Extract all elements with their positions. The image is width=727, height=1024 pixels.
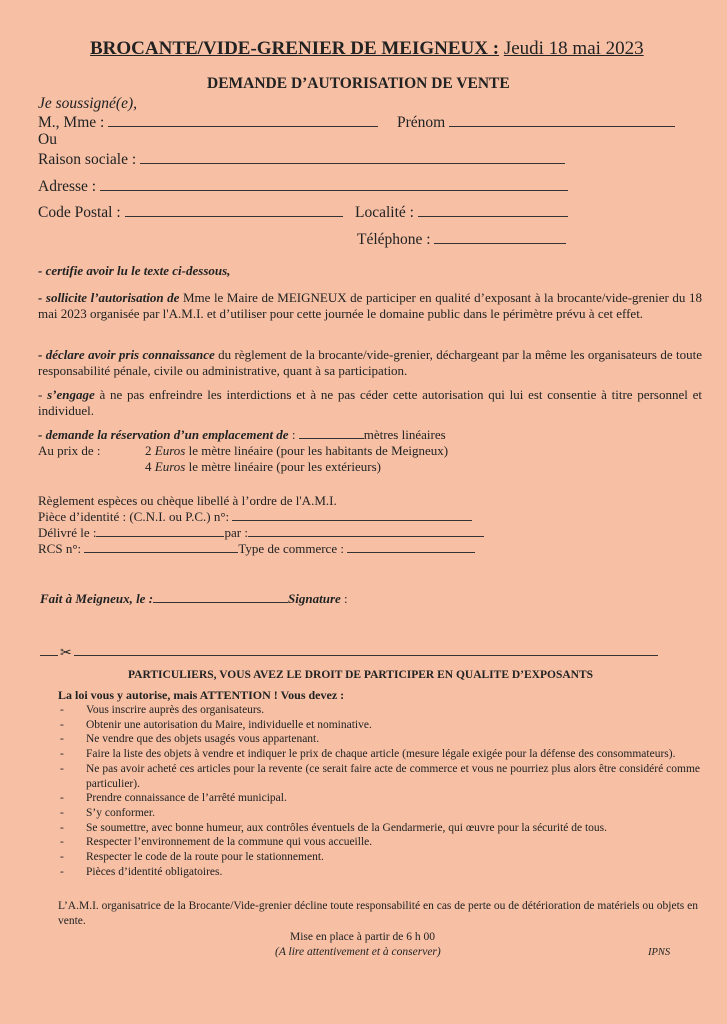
notice-heading: PARTICULIERS, VOUS AVEZ LE DROIT DE PARTICIPER EN QUALITE D’EXPOSANTS bbox=[128, 669, 594, 681]
prenom-row bbox=[397, 113, 675, 132]
type-field[interactable] bbox=[347, 542, 475, 553]
raison-row bbox=[38, 150, 565, 169]
adresse-field[interactable] bbox=[100, 177, 568, 191]
mme-label: M., Mme : bbox=[38, 114, 105, 131]
intro-text: Je soussigné(e), bbox=[38, 95, 137, 112]
par-field[interactable] bbox=[248, 526, 484, 537]
prix1-euros: Euros bbox=[154, 443, 186, 458]
rcs-row bbox=[38, 541, 475, 557]
declare-clause bbox=[38, 347, 702, 379]
mme-row bbox=[38, 113, 378, 132]
ou-label: Ou bbox=[38, 131, 57, 148]
rcs-field[interactable] bbox=[84, 542, 238, 553]
engage-lead: s’engage bbox=[47, 387, 95, 402]
localite-row bbox=[355, 203, 568, 222]
mme-field[interactable] bbox=[108, 113, 378, 127]
list-item: - S’y conformer. bbox=[60, 806, 155, 819]
list-item: - Respecter le code de la route pour le stationnement. bbox=[60, 851, 324, 864]
list-item: - Prendre connaissance de l’arrêté municipal. bbox=[60, 792, 287, 805]
delivre-label: Délivré le : bbox=[38, 525, 97, 540]
page-title bbox=[90, 38, 644, 60]
notice-list bbox=[60, 703, 700, 879]
certifie-clause: - certifie avoir lu le texte ci-dessous, bbox=[38, 263, 231, 278]
localite-field[interactable] bbox=[418, 203, 568, 217]
sollicite-lead: - sollicite l’autorisation de bbox=[38, 290, 180, 305]
list-item: - Faire la liste des objets à vendre et indiquer le prix de chaque article (mesure légale exigée pour la défense des consommateurs). bbox=[60, 748, 676, 761]
page-subtitle: DEMANDE D’AUTORISATION DE VENTE bbox=[207, 75, 510, 92]
mise-en-place: Mise en place à partir de 6 h 00 bbox=[290, 931, 435, 943]
piece-row bbox=[38, 509, 472, 525]
metres-field[interactable] bbox=[299, 428, 364, 439]
signature-colon: : bbox=[340, 591, 348, 606]
par-label: par : bbox=[224, 525, 248, 540]
prix2-euros: Euros bbox=[154, 459, 186, 474]
fait-label: Fait à Meigneux, le : bbox=[40, 591, 154, 606]
date-field[interactable] bbox=[153, 592, 288, 603]
prix1-num: 2 bbox=[145, 443, 155, 458]
tel-label: Téléphone : bbox=[357, 231, 431, 248]
list-item: - Ne vendre que des objets usagés vous appartenant. bbox=[60, 733, 320, 746]
prenom-field[interactable] bbox=[449, 113, 675, 127]
prix2-num: 4 bbox=[145, 459, 155, 474]
engage-clause bbox=[38, 387, 702, 419]
demande-unit: mètres linéaires bbox=[363, 427, 446, 442]
title-date: Jeudi 18 mai 2023 bbox=[503, 38, 644, 59]
type-label: Type de commerce : bbox=[238, 541, 344, 556]
notice-disclaimer: L’A.M.I. organisatrice de la Brocante/Vide-grenier décline toute responsabilité en cas de perte ou de détérioration de matériels ou objets en vente. bbox=[58, 900, 698, 927]
prix1-text: le mètre linéaire (pour les habitants de Meigneux) bbox=[185, 443, 449, 458]
cp-label: Code Postal : bbox=[38, 204, 121, 221]
adresse-label: Adresse : bbox=[38, 178, 97, 195]
adresse-row bbox=[38, 177, 568, 196]
signature-row bbox=[40, 591, 348, 607]
piece-field[interactable] bbox=[232, 510, 472, 521]
signature-label: Signature bbox=[288, 591, 341, 606]
declare-text: du règlement de la brocante/vide-grenier, déchargeant par la même les organisateurs de toute responsabilité pénale, civile ou administrative, quant à sa participation. bbox=[38, 347, 702, 378]
prix-label: Au prix de : bbox=[38, 443, 101, 458]
demande-lead: - demande la réservation d’un emplacement de bbox=[38, 427, 289, 442]
cut-line bbox=[40, 655, 658, 656]
engage-text: à ne pas enfreindre les interdictions et à ne pas céder cette autorisation qui lui est consentie à titre personnel et individuel. bbox=[38, 387, 702, 418]
reglement-text: Règlement espèces ou chèque libellé à l’ordre de l'A.M.I. bbox=[38, 493, 337, 508]
prix-habitants bbox=[145, 443, 448, 459]
list-item: - Obtenir une autorisation du Maire, individuelle et nominative. bbox=[60, 718, 372, 731]
tel-field[interactable] bbox=[434, 230, 566, 244]
a-lire-note: (A lire attentivement et à conserver) bbox=[275, 946, 441, 958]
delivre-field[interactable] bbox=[96, 526, 224, 537]
prenom-label: Prénom bbox=[397, 114, 446, 131]
sollicite-clause bbox=[38, 290, 702, 322]
raison-field[interactable] bbox=[140, 150, 565, 164]
prix-exterieurs bbox=[145, 459, 381, 475]
title-event: BROCANTE/VIDE-GRENIER DE MEIGNEUX : bbox=[90, 38, 500, 59]
list-item: - Pièces d’identité obligatoires. bbox=[60, 865, 223, 878]
delivre-row bbox=[38, 525, 484, 541]
list-item: - Se soumettre, avec bonne humeur, aux contrôles éventuels de la Gendarmerie, qui œuvre pour la sécurité de tous. bbox=[60, 821, 608, 834]
cp-row bbox=[38, 203, 343, 222]
list-item: - Ne pas avoir acheté ces articles pour la revente (ce serait faire acte de commerce et vous ne pourriez plus alors être considéré comme particulier). bbox=[60, 762, 700, 790]
list-item: - Vous inscrire auprès des organisateurs. bbox=[60, 704, 265, 716]
ipns-mark: IPNS bbox=[648, 947, 671, 958]
scissors-icon: ✂ bbox=[60, 646, 72, 661]
sollicite-text: Mme le Maire de MEIGNEUX de participer en qualité d’exposant à la brocante/vide-grenier du 18 mai 2023 organisée par l'A.M.I. et d’utiliser pour cette journée le domaine public dans le périmètre prévu à cet effet. bbox=[38, 290, 702, 321]
demande-colon: : bbox=[288, 427, 299, 442]
tel-row bbox=[357, 230, 566, 249]
raison-label: Raison sociale : bbox=[38, 151, 137, 168]
notice-loi: La loi vous y autorise, mais ATTENTION ! Vous devez : bbox=[58, 688, 345, 702]
localite-label: Localité : bbox=[355, 204, 414, 221]
cp-field[interactable] bbox=[125, 203, 343, 217]
prix2-text: le mètre linéaire (pour les extérieurs) bbox=[185, 459, 381, 474]
demande-row bbox=[38, 427, 446, 443]
piece-label: Pièce d’identité : (C.N.I. ou P.C.) n°: bbox=[38, 509, 230, 524]
engage-dash: - bbox=[38, 387, 48, 402]
declare-lead: - déclare avoir pris connaissance bbox=[38, 347, 215, 362]
rcs-label: RCS n°: bbox=[38, 541, 82, 556]
list-item: - Respecter l’environnement de la commune qui vous accueille. bbox=[60, 836, 373, 849]
